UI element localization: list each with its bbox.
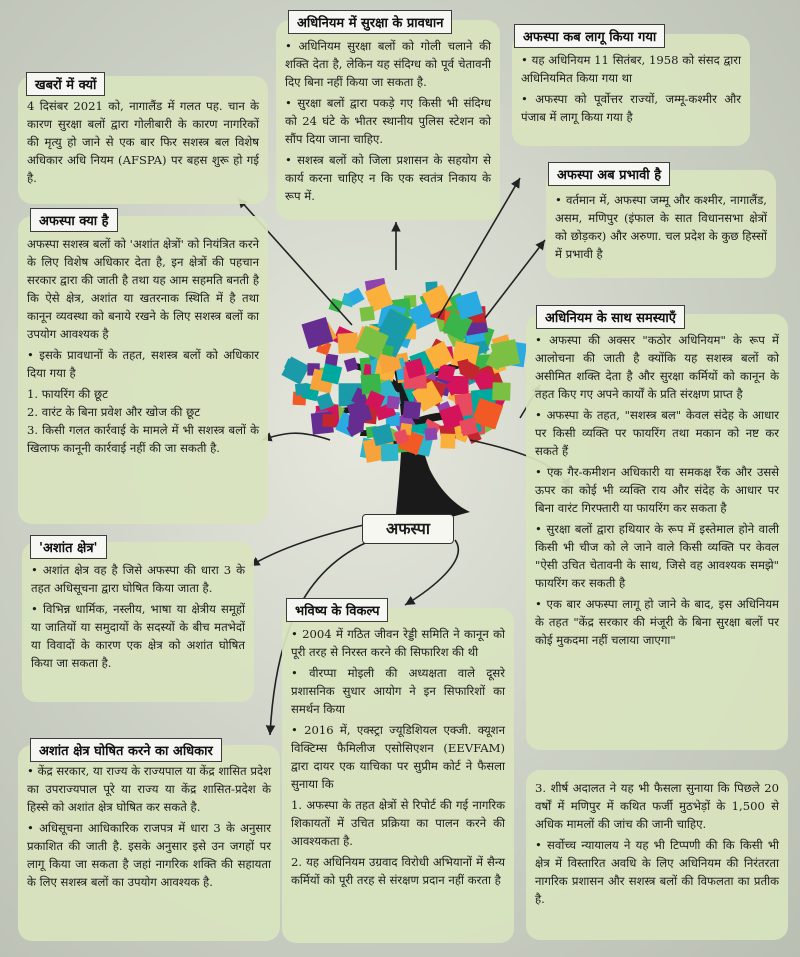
canopy-tile [425,428,438,441]
canopy-tile [344,357,359,372]
provisions-bullet-1: • सुरक्षा बलों द्वारा पकड़े गए किसी भी संदिग्ध को 24 घंटे के भीतर स्थानीय पुलिस स्टेशन को सौंप दिया जाना चाहिए. [285,95,491,149]
canopy-tile [337,332,358,353]
what-box [18,216,268,524]
effective-box [546,170,776,278]
provisions-title: अधिनियम में सुरक्षा के प्रावधान [288,10,452,34]
court-para-0: 3. शीर्ष अदालत ने यह भी फैसला सुनाया कि पिछले 20 वर्षों में मणिपुर में कथित फर्जी मुठभेड़ों के 1,500 से अधिक मामलों की जांच की जानी चाहिए. [535,781,779,831]
what-para-2: 1. फायरिंग की छूट [27,386,108,401]
what-para-3: 2. वारंट के बिना प्रवेश और खोज की छूट [27,404,201,419]
future-title: भविष्य के विकल्प [286,598,388,622]
canopy-tile [322,414,336,428]
problems-bullet-1: • अफस्पा के तहत, "सशस्त्र बल" केवल संदेह के आधार पर किसी व्यक्ति पर फायरिंग तथा मकान को नष्ट कर सकते हैं [535,407,779,461]
disturbed-box [22,542,254,702]
what-para-0: अफस्पा सशस्त्र बलों को 'अशांत क्षेत्रों' को नियंत्रित करने के लिए विशेष अधिकार देता है, इन क्षेत्रों की पहचान सरकार द्वारा की जाती है तथा यह आम सहमति बनती है कि ऐसे क्षेत्र, अशांत या खतरनाक स्थिति में है तथा कानून व्यवस्था को बनाये रखने के लिए सशस्त्र बलों का उपयोग आवश्यक है [27,237,260,341]
canopy-tile [381,444,399,462]
court-box [526,770,788,940]
news-text: 4 दिसंबर 2021 को, नागालैंड में गलत पह. चान के कारण सुरक्षा बलों द्वारा गोलीबारी के कारण नागरिकों की मृत्यु हो जाने से एक बार फिर सशस्त्र बल विशेष अधिकार अधि नियम (AFSPA) पर बहस शुरू हो गई है. [27,99,259,185]
future-box [282,608,514,943]
provisions-bullet-0: • अधिनियम सुरक्षा बलों को गोली चलाने की शक्ति देता है, लेकिन यह संदिग्ध को पूर्व चेतावनी दिए बिना नहीं किया जा सकता है. [285,38,491,92]
canopy-tile [492,382,511,401]
news-title: खबरों में क्यों [26,72,105,96]
provisions-box [276,20,500,220]
center-label: अफस्पा [362,514,454,544]
effective-title: अफस्पा अब प्रभावी है [548,162,670,186]
problems-title: अधिनियम के साथ समस्याएँ [536,305,685,329]
effective-bullet-0: • वर्तमान में, अफस्पा जम्मू और कश्मीर, नागालैंड, असम, मणिपुर (इंफाल के सात विधानसभा क्षेत्रों को छोड़कर) और अरुणा. चल प्रदेश के कुछ हिस्सों में प्रभावी है [555,192,767,264]
when-box [512,34,750,146]
future-para-3: 1. अफस्पा के तहत क्षेत्रों से रिपोर्ट की गई नागरिक शिकायतों में उचित प्रक्रिया का पालन करने की आवश्यकता है. [291,797,505,848]
tree-canopy [281,278,527,463]
canopy-tile [359,306,375,322]
problems-bullet-4: • एक बार अफस्पा लागू हो जाने के बाद, इस अधिनियम के तहत "केंद्र सरकार की मंजूरी के बिना सुरक्षा बलों पर कोई मुकदमा नहीं चलाया जाएगा" [535,596,779,650]
future-para-0: • 2004 में गठित जीवन रेड्डी समिति ने कानून को पूरी तरह से निरस्त करने की सिफारिश की थी [291,627,505,659]
problems-box [526,314,788,750]
when-title: अफस्पा कब लागू किया गया [514,24,665,48]
problems-bullet-2: • एक गैर-कमीशन अधिकारी या समकक्ष रैंक और उससे ऊपर का कोई भी व्यक्ति राय और संदेह के आधार पर बिना वारंट गिरफ्तारी या फायरिंग कर सकता है [535,464,779,518]
declare-bullet-0: • केंद्र सरकार, या राज्य के राज्यपाल या केंद्र शासित प्रदेश का उपराज्यपाल पूरे या राज्य या केंद्र शासित-प्रदेश के हिस्से को अशांत क्षेत्र घोषित कर सकते है. [27,763,271,817]
disturbed-bullet-0: • अशांत क्षेत्र वह है जिसे अफस्पा की धारा 3 के तहत अधिसूचना द्वारा घोषित किया जाता है. [31,562,245,598]
what-para-4: 3. किसी गलत कार्रवाई के मामले में भी सशस्त्र बलों के खिलाफ कानूनी कार्रवाई नहीं की जा सकती है. [27,422,259,455]
problems-bullet-3: • सुरक्षा बलों द्वारा हथियार के रूप में इस्तेमाल होने वाली किसी भी चीज को ले जाने वाले किसी व्यक्ति पर केवल "ऐसी उचित चेतावनी के साथ, जिसे वह आवश्यक समझे" फायरिंग कर सकती है [535,521,779,593]
declare-bullet-1: • अधिसूचना आधिकारिक राजपत्र में धारा 3 के अनुसार प्रकाशित की जाती है. इसके अनुसार इसे उन जगहों पर लागू किया जा सकता है जहां नागरिक शक्ति की सहायता के लिए सशस्त्र बलों का उपयोग आवश्यक है. [27,820,271,892]
canopy-tile [386,396,400,410]
disturbed-title: 'अशांत क्षेत्र' [30,535,107,559]
canopy-tile [281,356,309,384]
provisions-bullet-2: • सशस्त्र बलों को जिला प्रशासन के सहयोग से कार्य करना चाहिए न कि एक स्वतंत्र निकाय के रूप में. [285,152,491,206]
canopy-tile [440,434,455,449]
canopy-tile [295,383,308,396]
problems-bullet-0: • अफस्पा की अक्सर "कठोर अधिनियम" के रूप में आलोचना की जाती है क्योंकि यह सशस्त्र बलों को असीमित शक्ति देता है और सुरक्षा कर्मियों को कानून के तहत किए गए अपने कार्यों के प्रति संरक्षण प्राप्त है [535,332,779,404]
future-para-4: 2. यह अधिनियम उग्रवाद विरोधी अभियानों में सैन्य कर्मियों को पूरी तरह से संरक्षण प्रदान नहीं करता है [291,854,505,887]
disturbed-bullet-1: • विभिन्न धार्मिक, नस्लीय, भाषा या क्षेत्रीय समूहों या जातियों या समुदायों के सदस्यों के बीच मतभेदों या विवादों के कारण एक क्षेत्र को अशांत घोषित किया जा सकता है. [31,601,245,673]
future-para-1: • वीरप्पा मोइली की अध्यक्षता वाले दूसरे प्रशासनिक सुधार आयोग ने इन सिफारिशों का समर्थन किया [291,665,505,716]
when-bullet-1: • अफस्पा को पूर्वोत्तर राज्यों, जम्मू-कश्मीर और पंजाब में लागू किया गया है [521,91,741,127]
declare-box [18,745,280,941]
canopy-tile [403,401,421,419]
declare-title: अशांत क्षेत्र घोषित करने का अधिकार [30,738,222,762]
what-title: अफस्पा क्या है [30,208,118,232]
what-para-1: • इसके प्रावधानों के तहत, सशस्त्र बलों को अधिकार दिया गया है [27,347,259,380]
when-bullet-0: • यह अधिनियम 11 सितंबर, 1958 को संसद द्वारा अधिनियमित किया गया था [521,52,741,88]
future-para-2: • 2016 में, एक्स्ट्रा ज्यूडिशियल एक्जी. क्यूशन विक्टिम्स फैमिलीज एसोसिएशन (EEVFAM) द्वारा दायर एक याचिका पर सुप्रीम कोर्ट ने फैसला सुनाया कि [291,722,505,791]
court-para-1: • सर्वोच्च न्यायालय ने यह भी टिप्पणी की कि किसी भी क्षेत्र में विस्तारित अवधि के लिए अधिनियम की निरंतरता नागरिक प्रशासन और सशस्त्र बलों की विफलता का प्रतीक है. [535,837,779,906]
